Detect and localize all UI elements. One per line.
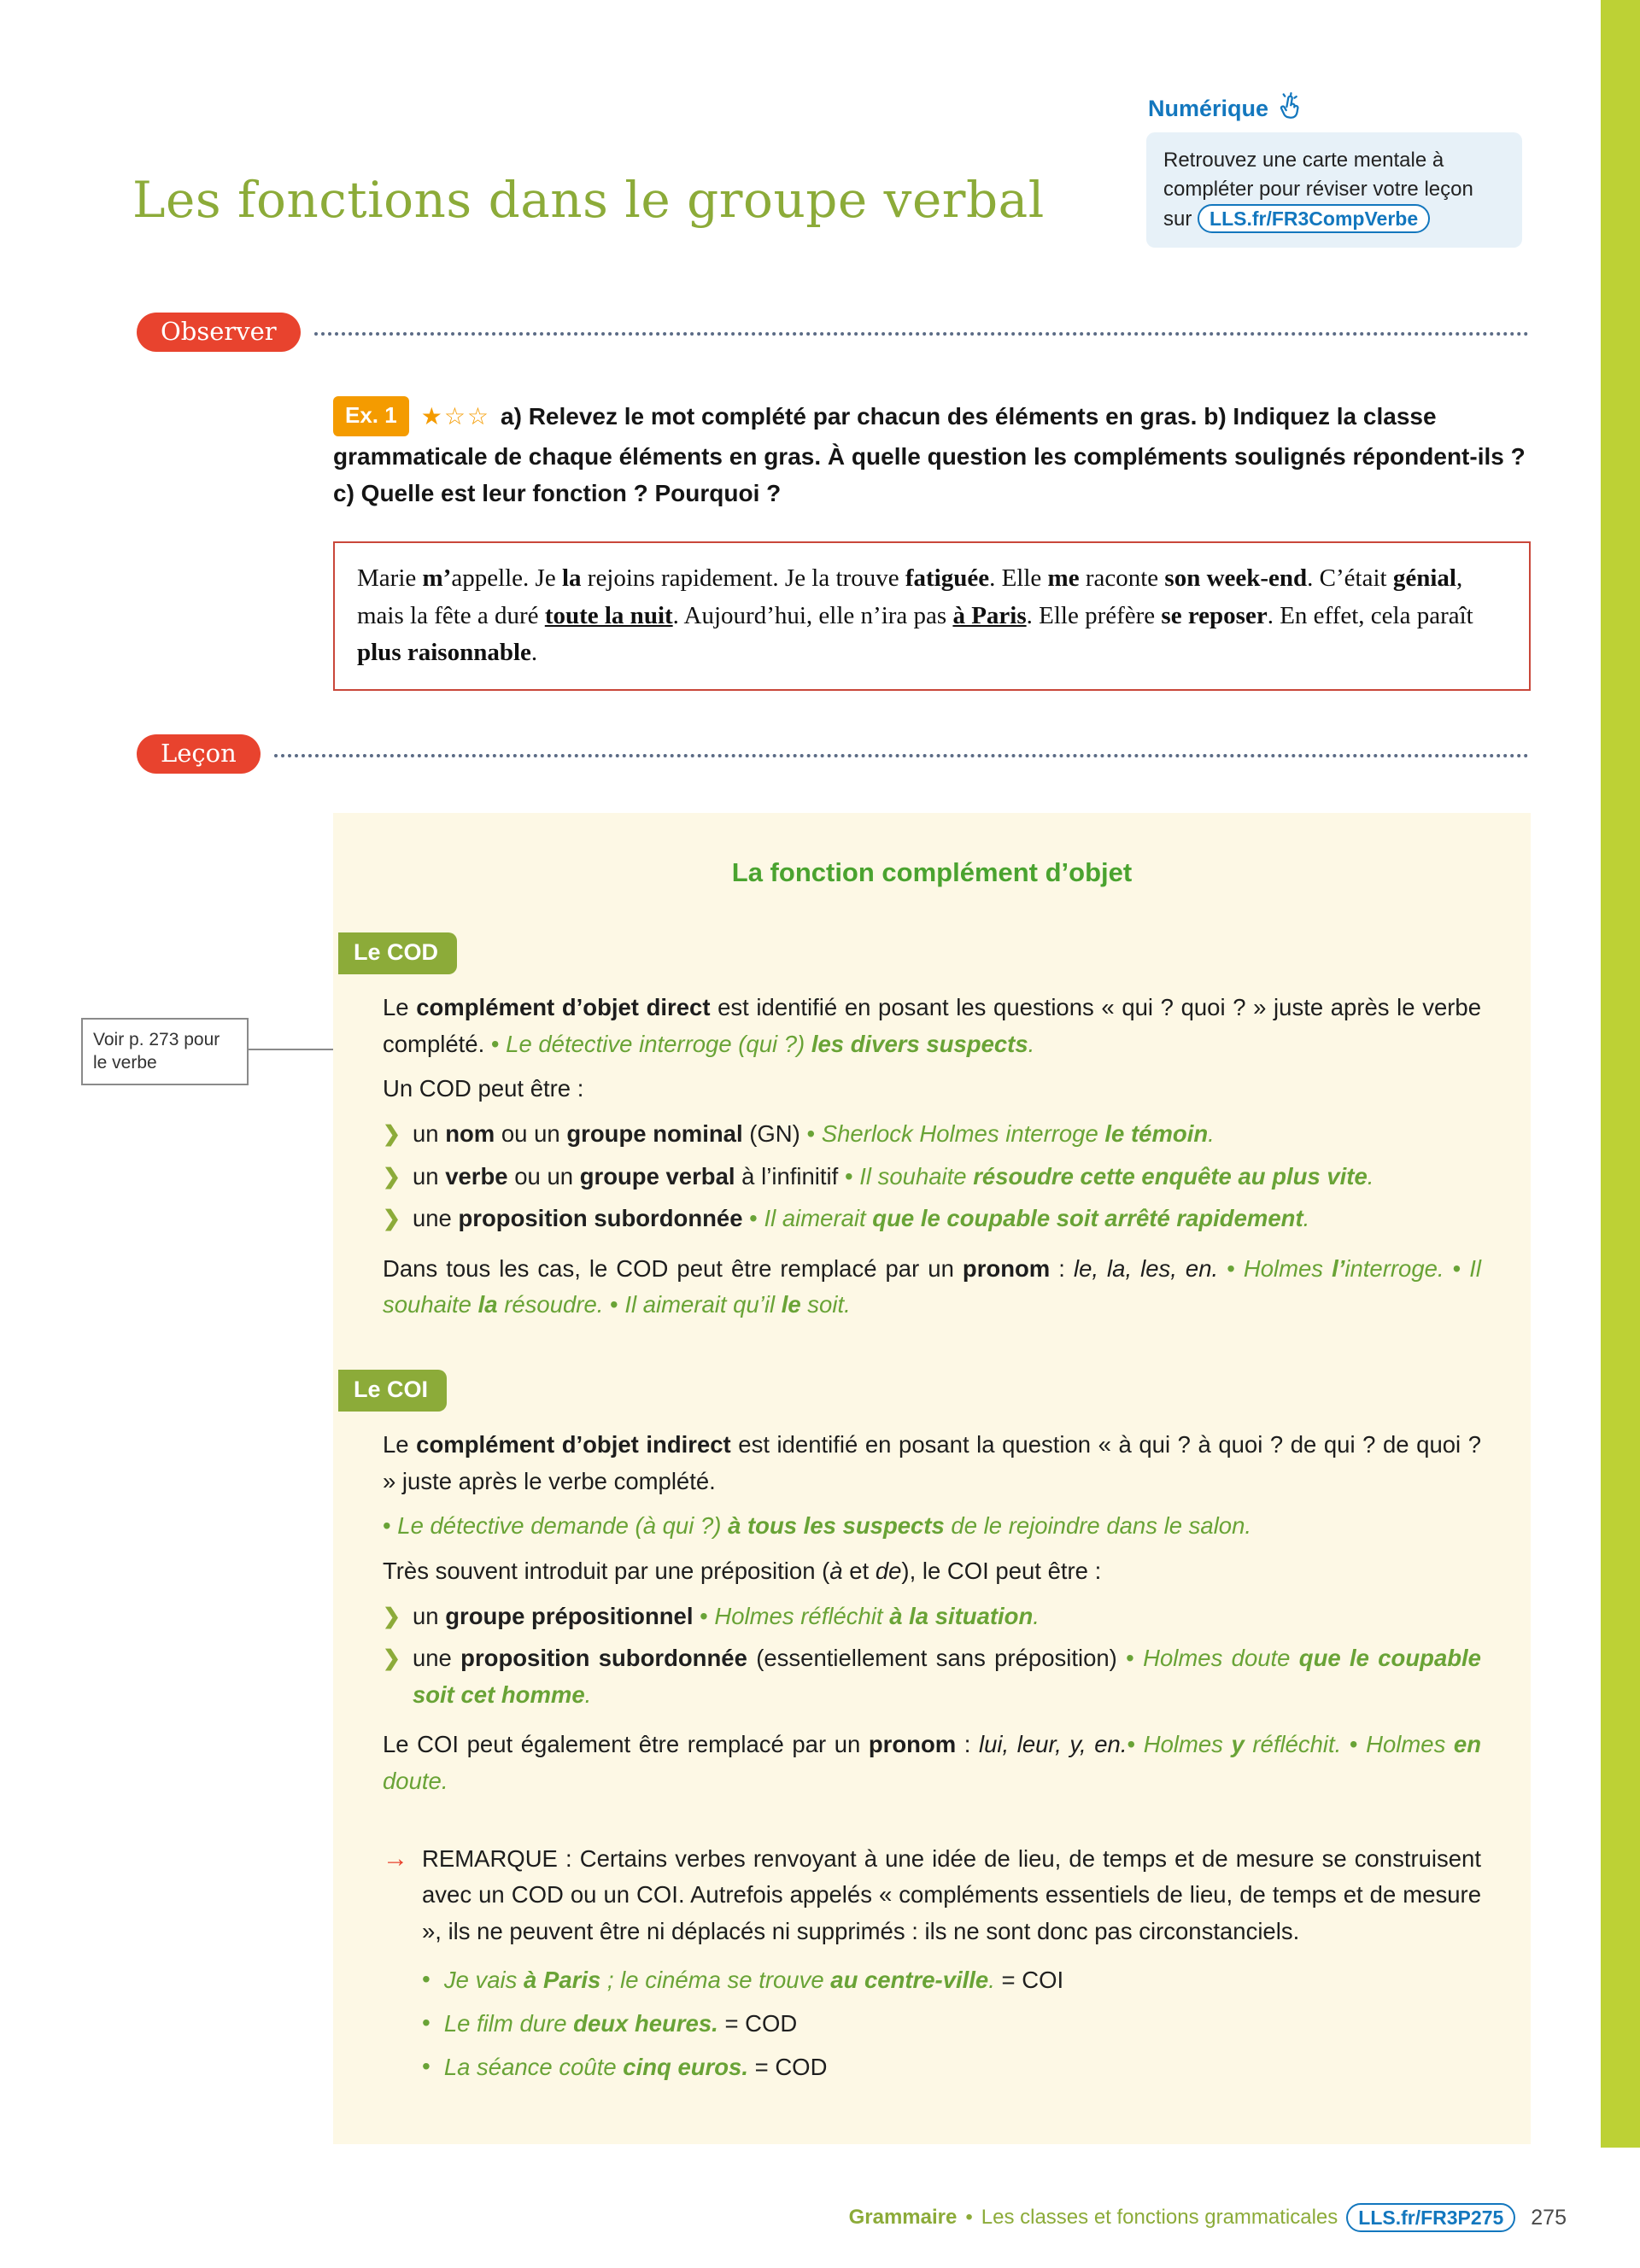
star-empty-icons: ☆☆ bbox=[443, 403, 491, 430]
arrow-right-icon: → bbox=[383, 1844, 408, 1873]
numerique-link[interactable]: LLS.fr/FR3CompVerbe bbox=[1198, 204, 1430, 233]
list-item-text: une proposition subordonnée • Il aimerait que le coupable soit arrêté rapidement. bbox=[412, 1205, 1310, 1232]
lesson-title: La fonction complément d’objet bbox=[731, 857, 1133, 887]
lesson-badge-coi: Le COI bbox=[338, 1370, 447, 1412]
star-filled-icon: ★ bbox=[420, 403, 444, 430]
remark-text: REMARQUE : Certains verbes renvoyant à une idée de lieu, de temps et de mesure se construisent avec un COD ou un COI. Autrefois appelés « compléments essentiels de lieu, de temps et de mesure », ils ne peuvent être ni déplacés ni supprimés : ils ne sont donc pas circonstanciels. bbox=[422, 1844, 1481, 1944]
click-hand-icon bbox=[1273, 90, 1307, 127]
chevron-icon: ❯ bbox=[383, 1207, 401, 1231]
remark-body bbox=[422, 1841, 1481, 2094]
list-item-text: Je vais à Paris ; le cinéma se trouve au centre-ville. = COI bbox=[443, 1966, 1064, 1993]
lesson-box bbox=[333, 813, 1531, 2144]
chevron-icon: ❯ bbox=[383, 1604, 401, 1628]
page-title: Les fonctions dans le groupe verbal bbox=[132, 171, 1045, 229]
footer-separator: • bbox=[965, 2206, 973, 2229]
cod-paragraph-intro-list: Un COD peut être : bbox=[383, 1075, 584, 1102]
coi-paragraph-pronoun: Le COI peut également être remplacé par un pronom : lui, leur, y, en.• Holmes y réfléchit. • Holmes en doute. bbox=[383, 1731, 1481, 1794]
bullet-icon: • bbox=[422, 2053, 430, 2079]
chevron-icon: ❯ bbox=[383, 1164, 401, 1189]
page-edge-band bbox=[1601, 0, 1640, 2148]
dotted-separator bbox=[274, 754, 1529, 757]
bullet-icon: • bbox=[422, 2008, 430, 2036]
list-item bbox=[422, 2006, 1481, 2041]
list-item bbox=[383, 1599, 1481, 1635]
list-item-text: un groupe prépositionnel • Holmes réfléchit à la situation. bbox=[412, 1602, 1040, 1629]
remark-block bbox=[383, 1841, 1481, 2094]
numerique-callout bbox=[1146, 132, 1522, 248]
section-lecon bbox=[137, 734, 1529, 774]
numerique-text: Retrouvez une carte mentale à compléter pour réviser votre leçon sur bbox=[1163, 149, 1473, 231]
page-footer bbox=[849, 2203, 1567, 2232]
chevron-icon: ❯ bbox=[383, 1121, 401, 1146]
cod-types-list bbox=[383, 1116, 1481, 1237]
coi-paragraph-example: • Le détective demande (à qui ?) à tous les suspects de le rejoindre dans le salon. bbox=[383, 1512, 1252, 1540]
chevron-icon: ❯ bbox=[383, 1646, 401, 1671]
section-observer bbox=[137, 313, 1529, 352]
list-item-text: Le film dure deux heures. = COD bbox=[443, 2009, 798, 2037]
exercise-example-text: Marie m’appelle. Je la rejoins rapidement. Je la trouve fatiguée. Elle me raconte son week-end. C’était génial, mais la fête a duré toute la nuit. Aujourd’hui, elle n’ira pas à Paris. Elle préfère se reposer. En effet, cela paraît plus raisonnable. bbox=[357, 564, 1473, 666]
section-badge-observer: Observer bbox=[137, 313, 301, 352]
footer-subtitle: Les classes et fonctions grammaticales bbox=[981, 2206, 1338, 2229]
numerique-label: Numérique bbox=[1148, 96, 1269, 121]
list-item bbox=[422, 2049, 1481, 2084]
cod-paragraph-definition: Le complément d’objet direct est identifié en posant les questions « qui ? quoi ? » juste après le verbe complété. • Le détective interroge (qui ?) les divers suspects. bbox=[383, 994, 1482, 1057]
page-number: 275 bbox=[1531, 2205, 1567, 2230]
exercise-1 bbox=[333, 398, 1531, 512]
difficulty-stars bbox=[421, 403, 490, 430]
list-item bbox=[383, 1159, 1481, 1195]
remark-examples-list bbox=[422, 1962, 1481, 2085]
numerique-header bbox=[1148, 92, 1522, 126]
margin-note-connector bbox=[249, 1049, 333, 1050]
bullet-icon: • bbox=[422, 1965, 430, 1992]
numerique-block bbox=[1146, 92, 1522, 248]
footer-link[interactable]: LLS.fr/FR3P275 bbox=[1346, 2203, 1515, 2232]
exercise-instruction: a) Relevez le mot complété par chacun des éléments en gras. b) Indiquez la classe grammaticale de chaque éléments en gras. À quelle question les compléments soulignés répondent-ils ? c) Quelle est leur fonction ? Pourquoi ? bbox=[333, 403, 1526, 507]
list-item-text: un nom ou un groupe nominal (GN) • Sherlock Holmes interroge le témoin. bbox=[412, 1119, 1215, 1147]
list-item-text: une proposition subordonnée (essentiellement sans préposition) • Holmes doute que le coupable soit cet homme. bbox=[412, 1645, 1481, 1708]
coi-paragraph-intro-list: Très souvent introduit par une préposition (à et de), le COI peut être : bbox=[383, 1557, 1102, 1584]
coi-paragraph-definition: Le complément d’objet indirect est identifié en posant la question « à qui ? à quoi ? de qui ? de quoi ? » juste après le verbe complété. bbox=[383, 1431, 1481, 1494]
exercise-example-box bbox=[333, 541, 1531, 691]
margin-note: Voir p. 273 pour le verbe bbox=[81, 1018, 249, 1085]
list-item-text: un verbe ou un groupe verbal à l’infinitif • Il souhaite résoudre cette enquête au plus vite. bbox=[412, 1162, 1374, 1190]
list-item-text: La séance coûte cinq euros. = COD bbox=[443, 2054, 828, 2080]
list-item bbox=[422, 1962, 1481, 1997]
list-item bbox=[383, 1640, 1481, 1713]
section-badge-lecon: Leçon bbox=[137, 734, 261, 774]
cod-paragraph-pronoun: Dans tous les cas, le COD peut être remplacé par un pronom : le, la, les, en. • Holmes l’interroge. • Il souhaite la résoudre. • Il aimerait qu’il le soit. bbox=[383, 1254, 1481, 1318]
lesson-badge-cod: Le COD bbox=[338, 932, 457, 974]
list-item bbox=[383, 1116, 1481, 1153]
exercise-badge: Ex. 1 bbox=[333, 396, 409, 436]
footer-section: Grammaire bbox=[848, 2206, 958, 2229]
dotted-separator bbox=[314, 332, 1529, 336]
coi-types-list bbox=[383, 1599, 1481, 1714]
list-item bbox=[383, 1201, 1481, 1237]
